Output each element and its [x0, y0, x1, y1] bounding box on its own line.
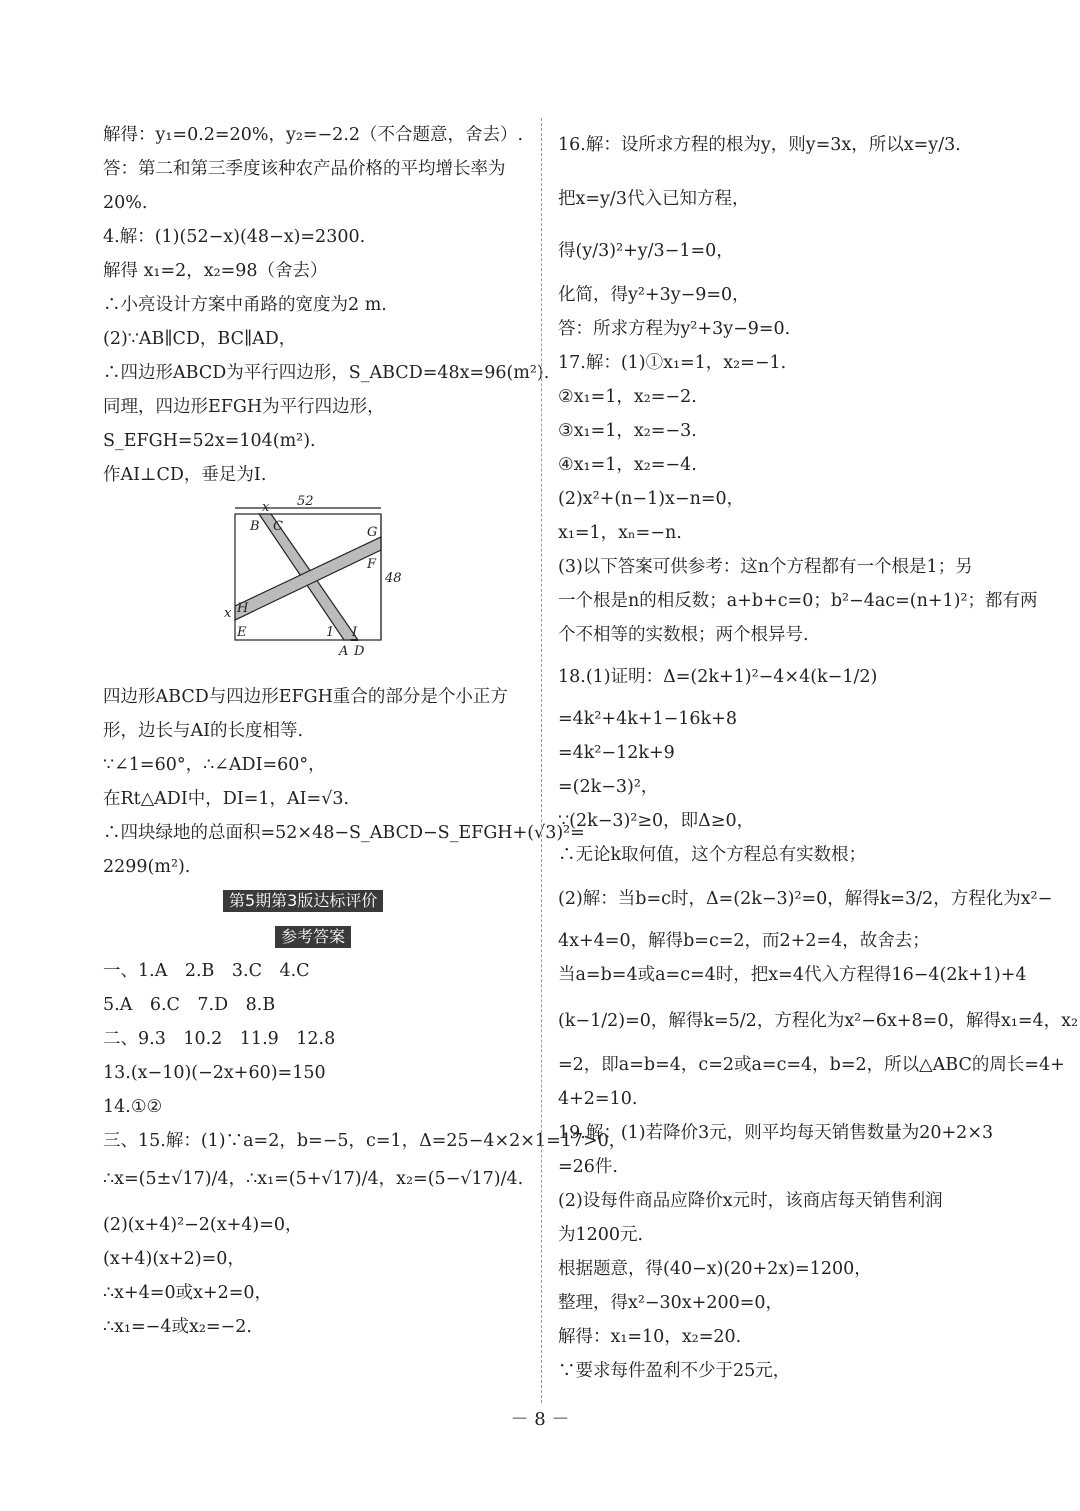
text-line: 同理，四边形EFGH为平行四边形， — [103, 397, 385, 417]
text-line: 答：第二和第三季度该种农产品价格的平均增长率为 — [103, 159, 506, 179]
label-x-top: x — [262, 500, 270, 515]
text-line: 5.A 6.C 7.D 8.B — [103, 995, 276, 1015]
text-line: (2)x²+(n−1)x−n=0， — [558, 489, 745, 509]
text-line: 17.解：(1)①x₁=1，x₂=−1. — [558, 353, 787, 373]
label-B: B — [250, 519, 260, 534]
text-line: 整理，得x²−30x+200=0， — [558, 1293, 784, 1313]
road-layout-figure — [100, 490, 402, 780]
label-1: 1 — [326, 625, 335, 640]
text-line: 答：所求方程为y²+3y−9=0. — [558, 319, 791, 339]
answers-badge: 参考答案 — [275, 926, 351, 948]
text-line: 为1200元. — [558, 1225, 644, 1245]
text-line: 在Rt△ADI中，DI=1，AI=√3. — [103, 789, 350, 809]
text-line: ∴x=(5±√17)/4，∴x₁=(5+√17)/4，x₂=(5−√17)/4. — [103, 1169, 524, 1189]
label-D: D — [354, 644, 365, 659]
text-line: 当a=b=4或a=c=4时，把x=4代入方程得16−4(2k+1)+4 — [558, 965, 1027, 985]
label-48: 48 — [385, 571, 402, 586]
label-G: G — [367, 525, 378, 540]
text-line: 一、1.A 2.B 3.C 4.C — [103, 961, 310, 981]
text-line: (3)以下答案可供参考：这n个方程都有一个根是1；另 — [558, 557, 973, 577]
text-line: ∴四边形ABCD为平行四边形，S_ABCD=48x=96(m²). — [103, 363, 550, 383]
text-line: ∵要求每件盈利不少于25元， — [558, 1361, 791, 1381]
text-line: ∴四块绿地的总面积=52×48−S_ABCD−S_EFGH+(√3)²= — [103, 823, 585, 843]
text-line: 19.解：(1)若降价3元，则平均每天销售数量为20+2×3 — [558, 1123, 994, 1143]
column-divider — [541, 118, 542, 1403]
text-line: =4k²+4k+1−16k+8 — [558, 709, 737, 729]
text-line: 得(y/3)²+y/3−1=0， — [558, 241, 734, 261]
text-line: 16.解：设所求方程的根为y，则y=3x，所以x=y/3. — [558, 135, 961, 155]
text-line: ④x₁=1，x₂=−4. — [558, 455, 697, 475]
label-H: H — [237, 601, 249, 616]
text-line: =(2k−3)²， — [558, 777, 659, 797]
text-line: (2)∵AB∥CD，BC∥AD， — [103, 329, 297, 349]
text-line: x₁=1，xₙ=−n. — [558, 523, 682, 543]
label-F: F — [367, 557, 377, 572]
text-line: 4+2=10. — [558, 1089, 638, 1109]
text-line: 4x+4=0，解得b=c=2，而2+2=4，故舍去； — [558, 931, 930, 951]
text-line: ②x₁=1，x₂=−2. — [558, 387, 697, 407]
text-line: 根据题意，得(40−x)(20+2x)=1200， — [558, 1259, 872, 1279]
text-line: 4.解：(1)(52−x)(48−x)=2300. — [103, 227, 366, 247]
text-line: 13.(x−10)(−2x+60)=150 — [103, 1063, 326, 1083]
text-line: (2)(x+4)²−2(x+4)=0， — [103, 1215, 303, 1235]
text-line: ∵∠1=60°，∴∠ADI=60°， — [103, 755, 326, 775]
text-line: 三、15.解：(1)∵a=2，b=−5，c=1，Δ=25−4×2×1=17>0， — [103, 1131, 627, 1151]
text-line: 个不相等的实数根；两个根异号. — [558, 625, 809, 645]
label-E: E — [237, 625, 247, 640]
text-line: 作AI⊥CD，垂足为I. — [103, 465, 267, 485]
text-line: 18.(1)证明：Δ=(2k+1)²−4×4(k−1/2) — [558, 667, 878, 687]
text-line: ∴无论k取何值，这个方程总有实数根； — [558, 845, 867, 865]
text-line: 形，边长与AI的长度相等. — [103, 721, 304, 741]
text-line: (2)设每件商品应降价x元时，该商店每天销售利润 — [558, 1191, 943, 1211]
text-line: 化简，得y²+3y−9=0， — [558, 285, 750, 305]
text-line: =2，即a=b=4，c=2或a=c=4，b=2，所以△ABC的周长=4+ — [558, 1055, 1065, 1075]
text-line: 二、9.3 10.2 11.9 12.8 — [103, 1029, 336, 1049]
label-I: I — [352, 625, 358, 640]
text-line: 解得：y₁=0.2=20%，y₂=−2.2（不合题意，舍去）. — [103, 125, 524, 145]
text-line: ∴x+4=0或x+2=0， — [103, 1283, 273, 1303]
label-A: A — [339, 644, 349, 659]
text-line: 14.①② — [103, 1097, 163, 1117]
text-line: =26件. — [558, 1157, 618, 1177]
text-line: 四边形ABCD与四边形EFGH重合的部分是个小正方 — [103, 687, 508, 707]
text-line: (k−1/2)=0，解得k=5/2，方程化为x²−6x+8=0，解得x₁=4，x₂ — [558, 1011, 1079, 1031]
page-number: － 8 － — [510, 1409, 570, 1430]
text-line: 解得 x₁=2，x₂=98（舍去） — [103, 261, 328, 281]
text-line: =4k²−12k+9 — [558, 743, 675, 763]
text-line: ③x₁=1，x₂=−3. — [558, 421, 697, 441]
text-line: ∴x₁=−4或x₂=−2. — [103, 1317, 252, 1337]
text-line: 20%. — [103, 193, 148, 213]
road-EFGH — [235, 537, 381, 620]
text-line: ∴小亮设计方案中甬路的宽度为2 m. — [103, 295, 387, 315]
text-line: 2299(m²). — [103, 857, 191, 877]
text-line: 一个根是n的相反数；a+b+c=0；b²−4ac=(n+1)²；都有两 — [558, 591, 1038, 611]
label-C: C — [273, 519, 283, 534]
text-line: ∵(2k−3)²≥0，即Δ≥0， — [558, 811, 755, 831]
text-line: 解得：x₁=10，x₂=20. — [558, 1327, 742, 1347]
label-x-left: x — [224, 606, 232, 621]
label-52: 52 — [297, 494, 314, 509]
text-line: S_EFGH=52x=104(m²). — [103, 431, 316, 451]
text-line: 把x=y/3代入已知方程， — [558, 189, 750, 209]
text-line: (2)解：当b=c时，Δ=(2k−3)²=0，解得k=3/2，方程化为x²− — [558, 889, 1053, 909]
text-line: (x+4)(x+2)=0， — [103, 1249, 245, 1269]
section-badge: 第5期第3版达标评价 — [223, 890, 383, 912]
